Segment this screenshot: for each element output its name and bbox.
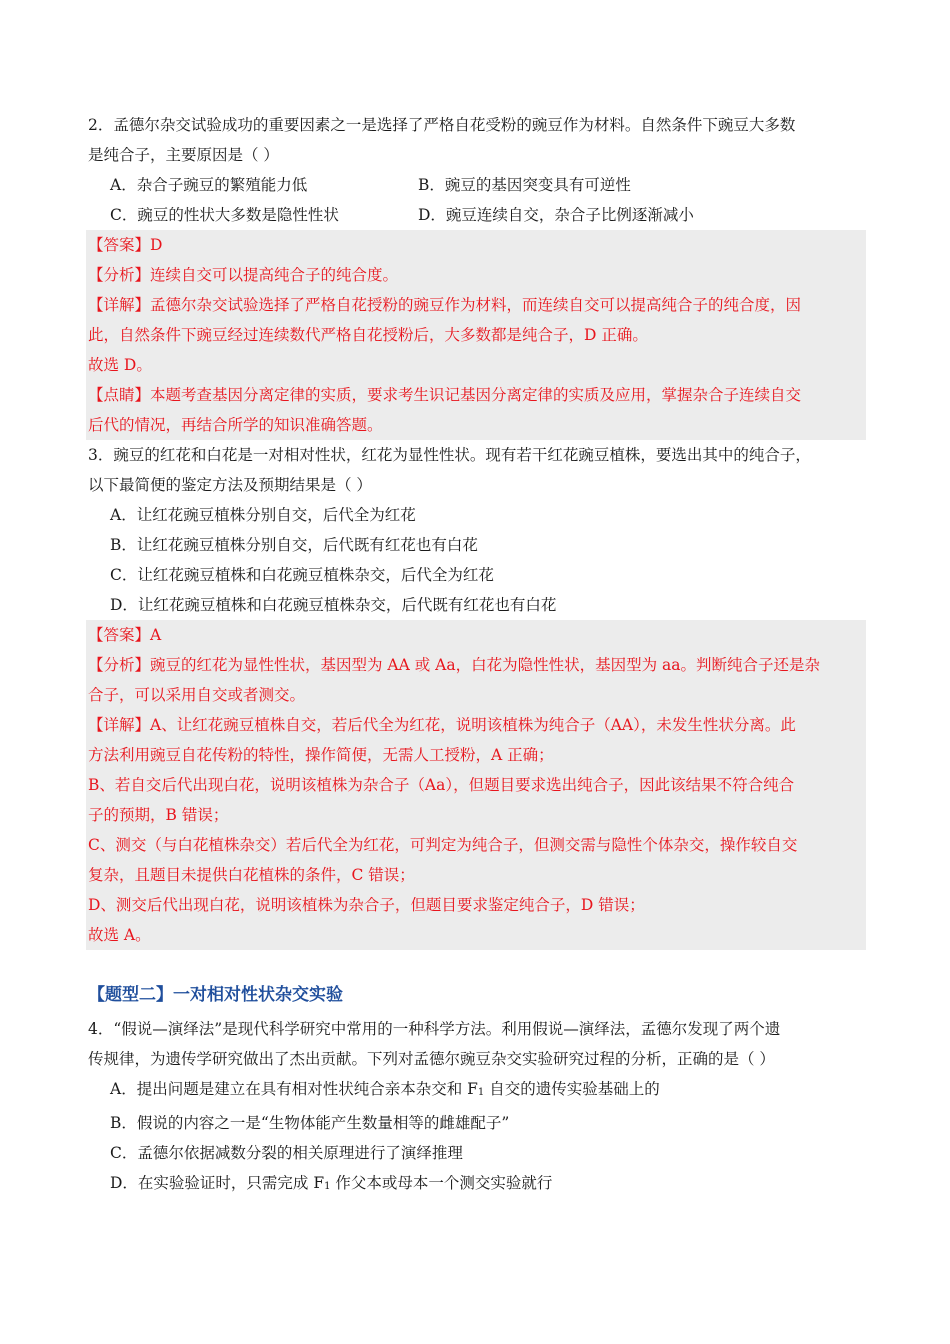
- option-a: A．让红花豌豆植株分别自交，后代全为红花: [110, 506, 416, 524]
- detail-line: B、若自交后代出现白花，说明该植株为杂合子（Aa），但题目要求选出纯合子，因此该结果不符合纯合: [88, 776, 795, 794]
- question-stem: 3．豌豆的红花和白花是一对相对性状，红花为显性性状。现有若干红花豌豆植株，要选出其中的纯合子，: [88, 446, 811, 464]
- question-stem: 以下最简便的鉴定方法及预期结果是（ ）: [88, 476, 372, 494]
- section-heading: 【题型二】一对相对性状杂交实验: [88, 985, 343, 1005]
- analysis-line: 合子，可以采用自交或者测交。: [88, 686, 306, 704]
- answer-block: [86, 620, 866, 950]
- option-d: D．豌豆连续自交，杂合子比例逐渐减小: [418, 206, 694, 224]
- detail-line: D、测交后代出现白花，说明该植株为杂合子，但题目要求鉴定纯合子，D 错误；: [88, 896, 645, 914]
- conclusion-line: 故选 D。: [88, 356, 152, 374]
- question-3: [88, 440, 864, 950]
- option-c: C．豌豆的性状大多数是隐性性状: [110, 206, 339, 224]
- question-4: [88, 1014, 864, 1202]
- subscript: 1: [324, 1181, 331, 1192]
- question-stem: 传规律，为遗传学研究做出了杰出贡献。下列对孟德尔豌豆杂交实验研究过程的分析，正确的是（ ）: [88, 1050, 775, 1068]
- option-a: [88, 1074, 864, 1108]
- option-d: [88, 1168, 864, 1202]
- conclusion-line: 故选 A。: [88, 926, 151, 944]
- detail-line: 子的预期，B 错误；: [88, 806, 229, 824]
- analysis-line: 【分析】连续自交可以提高纯合子的纯合度。: [88, 266, 399, 284]
- detail-line: C、测交（与白花植株杂交）若后代全为红花，可判定为纯合子，但测交需与隐性个体杂交，操作较自交: [88, 836, 798, 854]
- document-body: [88, 110, 864, 1202]
- detail-line: 复杂，且题目未提供白花植株的条件，C 错误；: [88, 866, 415, 884]
- analysis-line: 【分析】豌豆的红花为显性性状，基因型为 AA 或 Aa，白花为隐性性状，基因型为 aa。判断纯合子还是杂: [88, 656, 821, 674]
- option-d-text: 作父本或母本一个测交实验就行: [330, 1174, 553, 1192]
- detail-line: 【详解】孟德尔杂交试验选择了严格自花授粉的豌豆作为材料，而连续自交可以提高纯合子的纯合度，因: [88, 296, 802, 314]
- question-stem: 2．孟德尔杂交试验成功的重要因素之一是选择了严格自花受粉的豌豆作为材料。自然条件下豌豆大多数: [88, 116, 796, 134]
- question-stem: 是纯合子，主要原因是（ ）: [88, 146, 279, 164]
- detail-line: 方法利用豌豆自花传粉的特性，操作简便，无需人工授粉，A 正确；: [88, 746, 554, 764]
- option-a-text: A．提出问题是建立在具有相对性状纯合亲本杂交和 F: [110, 1080, 478, 1098]
- question-stem: 4．“假说—演绎法”是现代科学研究中常用的一种科学方法。利用假说—演绎法，孟德尔发现了两个遗: [88, 1020, 781, 1038]
- answer-line: 【答案】A: [88, 626, 162, 644]
- option-b: B．假说的内容之一是“生物体能产生数量相等的雌雄配子”: [110, 1114, 510, 1132]
- option-a: A．杂合子豌豆的繁殖能力低: [110, 176, 308, 194]
- option-c: C．让红花豌豆植株和白花豌豆植株杂交，后代全为红花: [110, 566, 494, 584]
- option-d: D．让红花豌豆植株和白花豌豆植株杂交，后代既有红花也有白花: [110, 596, 557, 614]
- answer-line: 【答案】D: [88, 236, 163, 254]
- option-a-text: 自交的遗传实验基础上的: [484, 1080, 660, 1098]
- answer-block: [86, 230, 866, 440]
- comment-line: 【点睛】本题考查基因分离定律的实质，要求考生识记基因分离定律的实质及应用，掌握杂合子连续自交: [88, 386, 802, 404]
- detail-line: 此，自然条件下豌豆经过连续数代严格自花授粉后，大多数都是纯合子，D 正确。: [88, 326, 648, 344]
- option-row: [88, 200, 864, 230]
- comment-line: 后代的情况，再结合所学的知识准确答题。: [88, 416, 383, 434]
- option-b: B．豌豆的基因突变具有可逆性: [418, 176, 631, 194]
- detail-line: 【详解】A、让红花豌豆植株自交，若后代全为红花，说明该植株为纯合子（AA），未发生性状分离。此: [88, 716, 796, 734]
- option-row: [88, 170, 864, 200]
- option-b: B．让红花豌豆植株分别自交，后代既有红花也有白花: [110, 536, 478, 554]
- question-2: [88, 110, 864, 440]
- subscript: 1: [477, 1087, 485, 1098]
- option-c: C．孟德尔依据减数分裂的相关原理进行了演绎推理: [110, 1144, 463, 1162]
- option-d-text: D．在实验验证时，只需完成 F: [110, 1174, 325, 1192]
